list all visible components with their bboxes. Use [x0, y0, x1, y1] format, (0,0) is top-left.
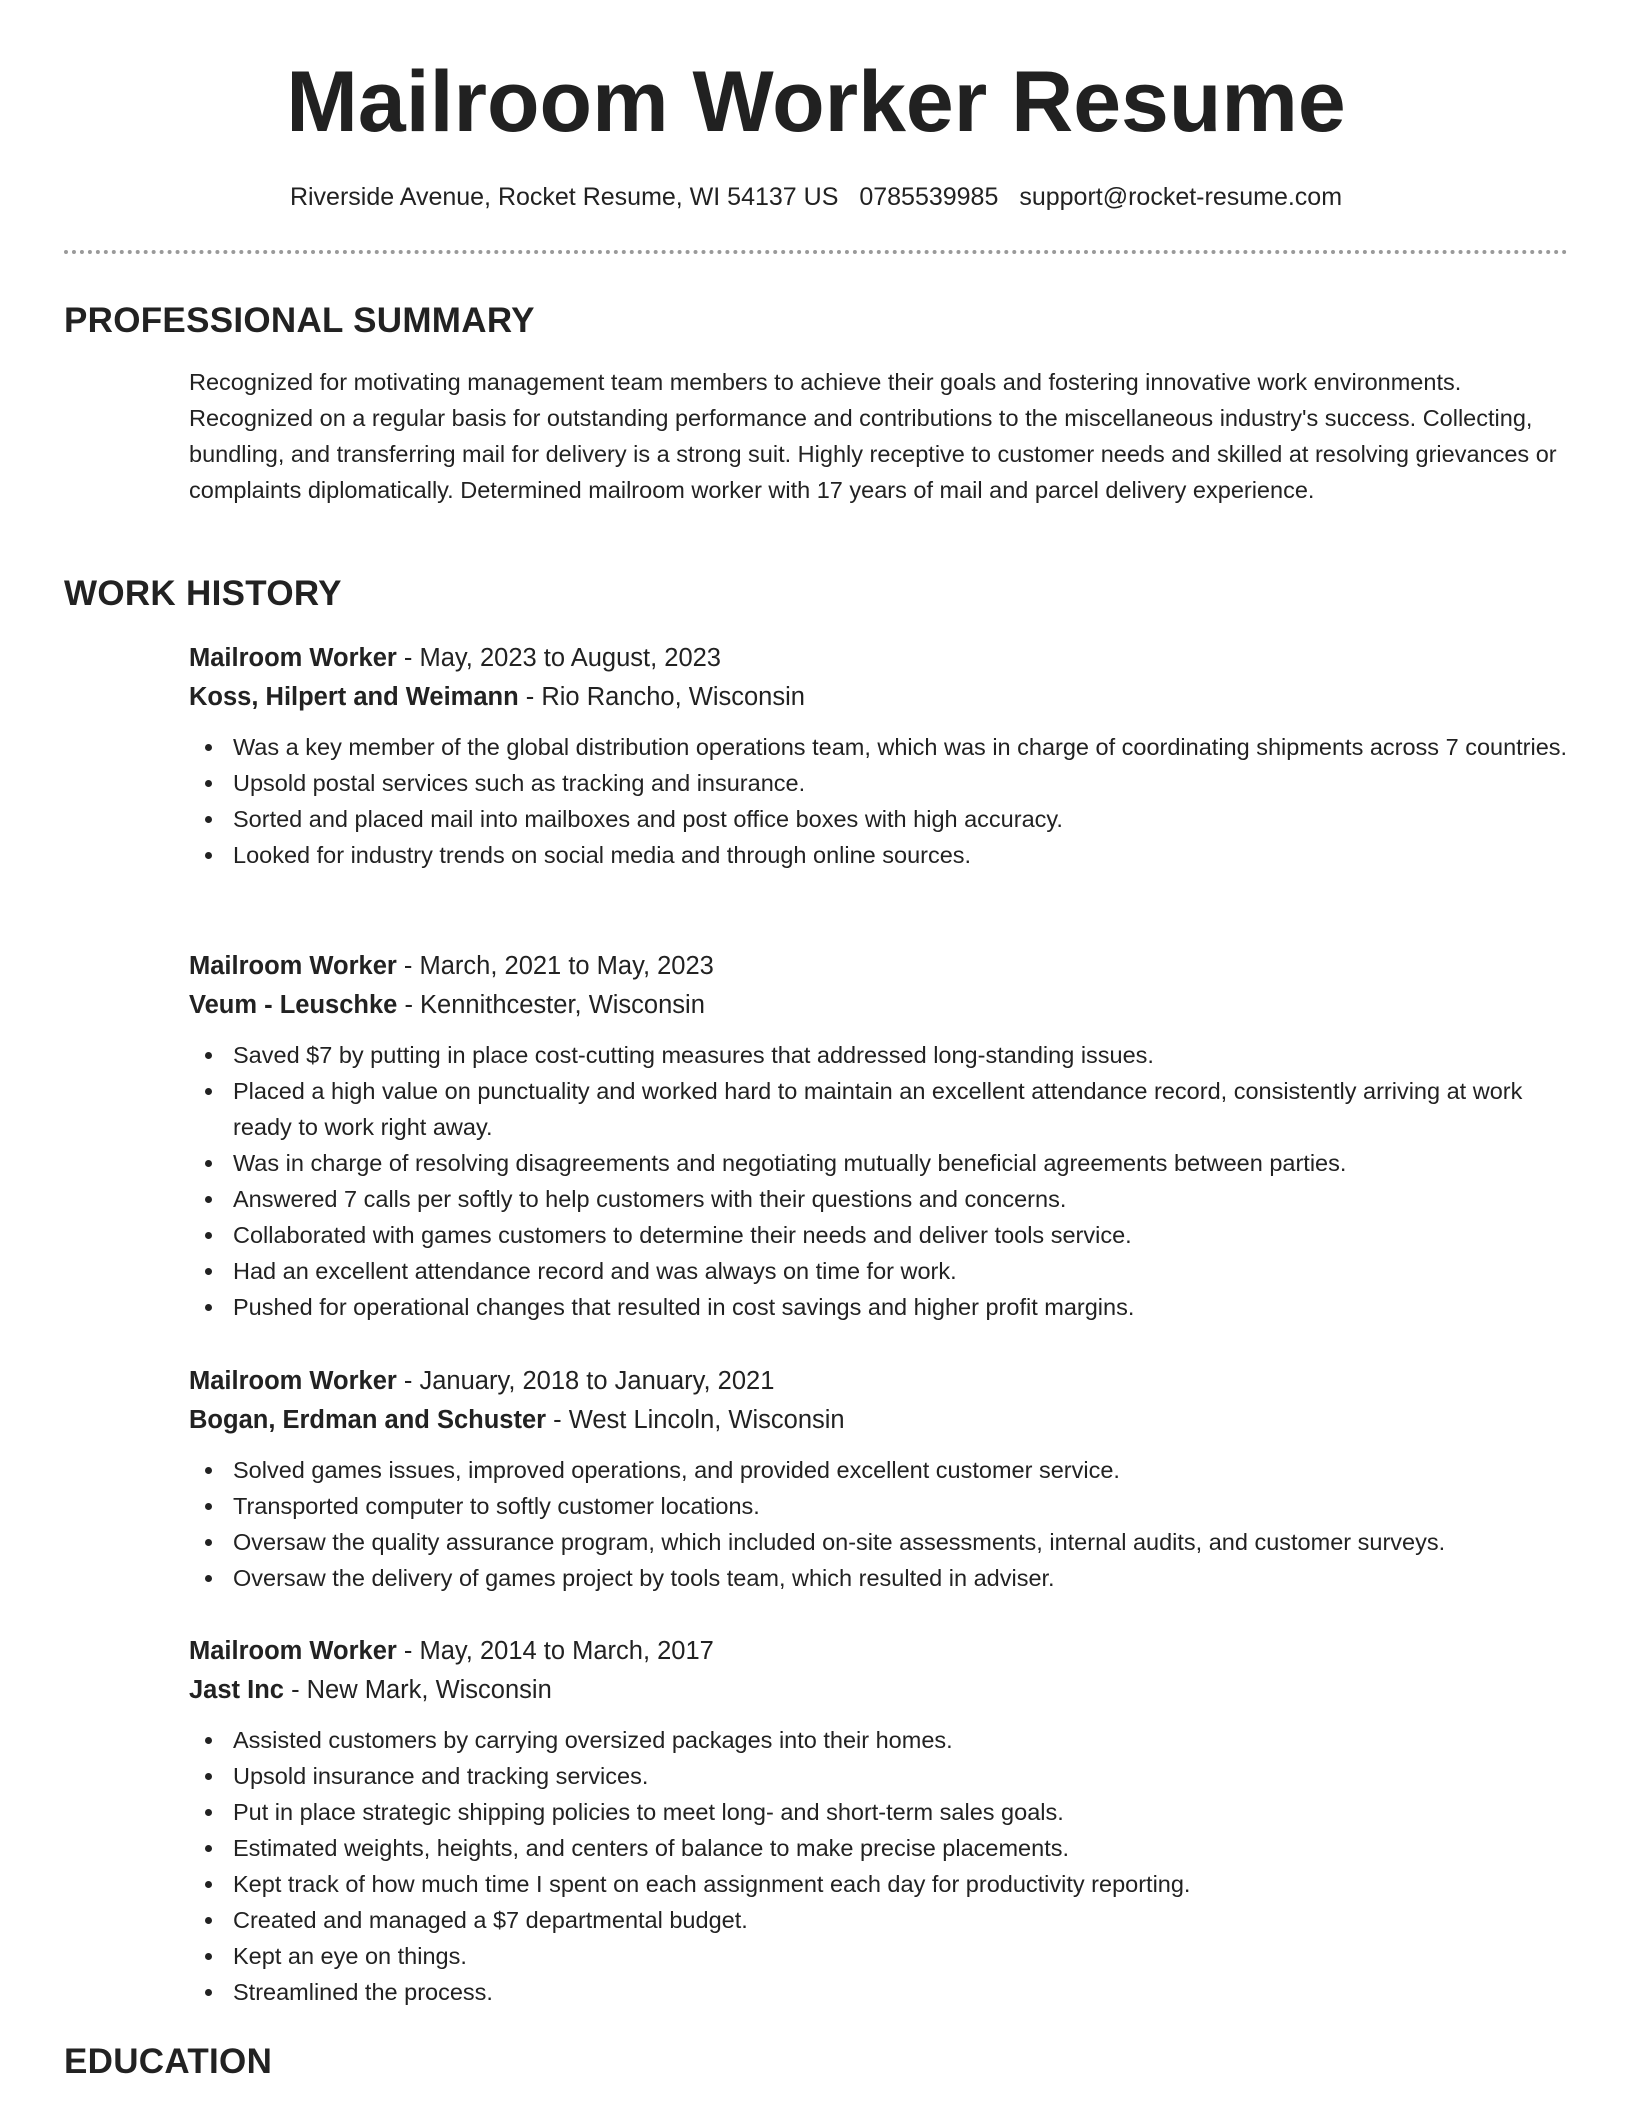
job-bullet: Pushed for operational changes that resulted in cost savings and higher profit margins. — [233, 1289, 1569, 1325]
job-entry — [189, 639, 1569, 873]
job-bullets — [189, 1452, 1569, 1596]
job-bullet: Estimated weights, heights, and centers of balance to make precise placements. — [233, 1830, 1569, 1866]
job-bullet: Oversaw the quality assurance program, which included on-site assessments, internal audits, and customer surveys. — [233, 1524, 1569, 1560]
job-company: Jast Inc — [189, 1676, 284, 1704]
contact-phone: 0785539985 — [859, 183, 999, 211]
job-bullet: Kept an eye on things. — [233, 1938, 1569, 1974]
job-title: Mailroom Worker — [189, 952, 397, 980]
contact-line — [0, 180, 1632, 214]
job-title: Mailroom Worker — [189, 1367, 397, 1395]
education-heading: EDUCATION — [64, 2042, 273, 2081]
job-company: Koss, Hilpert and Weimann — [189, 683, 519, 711]
job-title-line — [189, 1362, 1569, 1401]
job-bullet: Looked for industry trends on social media and through online sources. — [233, 837, 1569, 873]
job-company-line — [189, 986, 1569, 1025]
job-title-line — [189, 639, 1569, 678]
summary-heading: PROFESSIONAL SUMMARY — [64, 301, 535, 340]
job-bullet: Upsold insurance and tracking services. — [233, 1758, 1569, 1794]
job-bullet: Solved games issues, improved operations, and provided excellent customer service. — [233, 1452, 1569, 1488]
job-bullet: Was a key member of the global distribution operations team, which was in charge of coordinating shipments across 7 countries. — [233, 729, 1569, 765]
job-entry — [189, 947, 1569, 1325]
job-bullet: Answered 7 calls per softly to help customers with their questions and concerns. — [233, 1181, 1569, 1217]
job-bullet: Kept track of how much time I spent on each assignment each day for productivity reporting. — [233, 1866, 1569, 1902]
job-bullet: Oversaw the delivery of games project by tools team, which resulted in adviser. — [233, 1560, 1569, 1596]
job-bullet: Collaborated with games customers to determine their needs and deliver tools service. — [233, 1217, 1569, 1253]
job-company-line — [189, 1401, 1569, 1440]
job-location: - West Lincoln, Wisconsin — [553, 1406, 845, 1434]
job-bullet: Was in charge of resolving disagreements and negotiating mutually beneficial agreements between parties. — [233, 1145, 1569, 1181]
job-dates: - January, 2018 to January, 2021 — [403, 1367, 775, 1395]
job-bullet: Created and managed a $7 departmental budget. — [233, 1902, 1569, 1938]
job-bullet: Assisted customers by carrying oversized packages into their homes. — [233, 1722, 1569, 1758]
job-bullets — [189, 1037, 1569, 1325]
job-bullet: Upsold postal services such as tracking and insurance. — [233, 765, 1569, 801]
job-location: - Rio Rancho, Wisconsin — [525, 683, 805, 711]
job-bullet: Saved $7 by putting in place cost-cutting measures that addressed long-standing issues. — [233, 1037, 1569, 1073]
job-title: Mailroom Worker — [189, 1637, 397, 1665]
job-bullet: Transported computer to softly customer locations. — [233, 1488, 1569, 1524]
job-company: Veum - Leuschke — [189, 991, 398, 1019]
contact-email: support@rocket-resume.com — [1019, 183, 1343, 211]
job-entry — [189, 1362, 1569, 1596]
job-bullet: Put in place strategic shipping policies to meet long- and short-term sales goals. — [233, 1794, 1569, 1830]
job-bullets — [189, 729, 1569, 873]
work-history-heading: WORK HISTORY — [64, 574, 342, 613]
job-title-line — [189, 947, 1569, 986]
job-company-line — [189, 1671, 1569, 1710]
summary-text: Recognized for motivating management team members to achieve their goals and fostering innovative work environments. Recognized on a regular basis for outstanding performance and contributions to the miscellaneous industry's success. Collecting, bundling, and transferring mail for delivery is a strong suit. Highly receptive to customer needs and skilled at resolving grievances or complaints diplomatically. Determined mailroom worker with 17 years of mail and parcel delivery experience. — [189, 369, 1557, 503]
job-dates: - May, 2014 to March, 2017 — [403, 1637, 714, 1665]
header-divider — [64, 250, 1568, 254]
job-bullet: Had an excellent attendance record and was always on time for work. — [233, 1253, 1569, 1289]
job-bullet: Streamlined the process. — [233, 1974, 1569, 2010]
resume-title: Mailroom Worker Resume — [286, 54, 1346, 150]
job-title: Mailroom Worker — [189, 644, 397, 672]
job-location: - New Mark, Wisconsin — [291, 1676, 552, 1704]
job-dates: - March, 2021 to May, 2023 — [403, 952, 714, 980]
job-company: Bogan, Erdman and Schuster — [189, 1406, 547, 1434]
job-dates: - May, 2023 to August, 2023 — [403, 644, 721, 672]
job-bullet: Placed a high value on punctuality and worked hard to maintain an excellent attendance record, consistently arriving at work ready to work right away. — [233, 1073, 1569, 1145]
contact-address: Riverside Avenue, Rocket Resume, WI 54137 US — [289, 183, 839, 211]
job-title-line — [189, 1632, 1569, 1671]
job-bullet: Sorted and placed mail into mailboxes and post office boxes with high accuracy. — [233, 801, 1569, 837]
job-location: - Kennithcester, Wisconsin — [404, 991, 705, 1019]
job-company-line — [189, 678, 1569, 717]
job-entry — [189, 1632, 1569, 2010]
job-bullets — [189, 1722, 1569, 2010]
